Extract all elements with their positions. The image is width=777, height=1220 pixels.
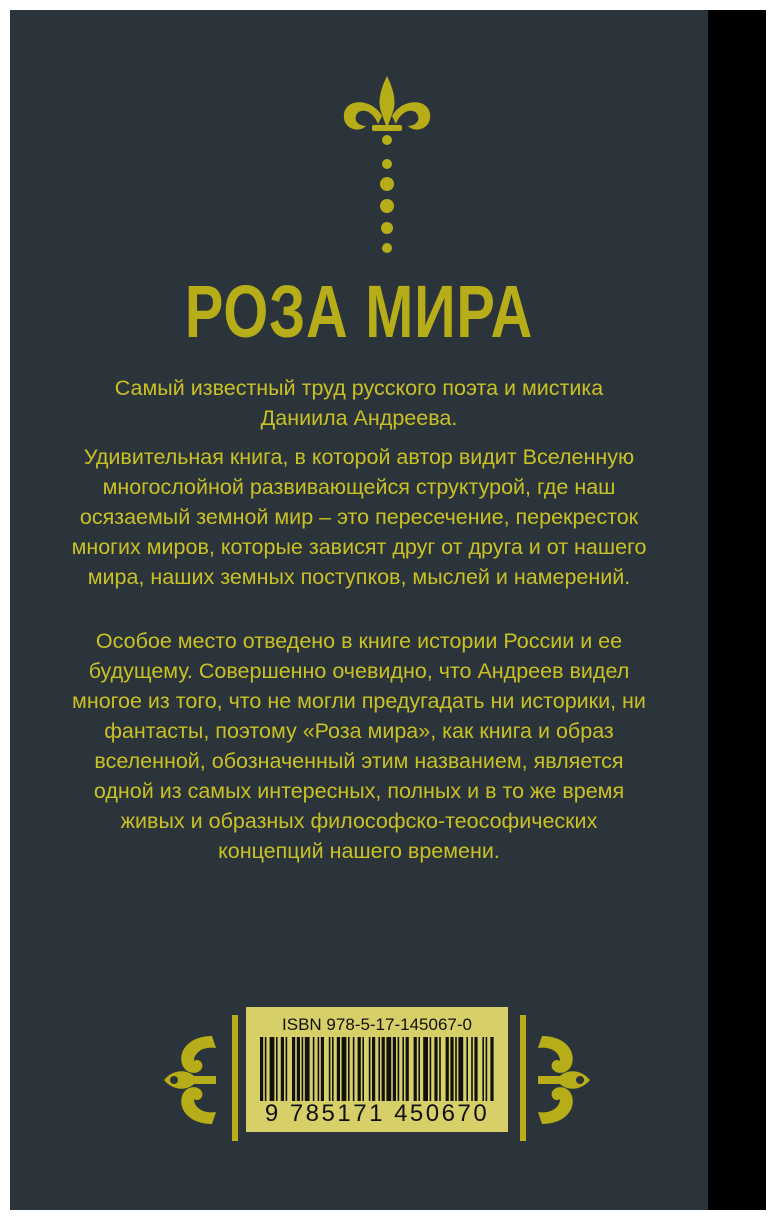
- description-paragraph: Особое место отведено в книге истории России и ее будущему. Совершенно очевидно, что Андреев видел многое из того, что не могли предугадать ни историки, ни фантасты, поэтому «Роза мира», как книга и образ вселенной, обозначенный этим названием, является одной из самых интересных, полных и в то же время живых и образных философско-теософических концепций нашего времени.: [72, 629, 646, 863]
- barcode-digits: 9 785171 450670: [264, 1100, 490, 1127]
- isbn-number: ISBN 978-5-17-145067-0: [282, 1015, 472, 1034]
- decorative-bar: [232, 1015, 238, 1141]
- scroll-ornament-icon: [530, 1030, 594, 1130]
- book-spine-edge: [708, 10, 766, 1210]
- description-paragraph: Удивительная книга, в которой автор видит Вселенную многослойной развивающейся структурой, где наш осязаемый земной мир – это пересечение, перекресток многих миров, которые зависят друг от друга и от нашего мира, наших земных поступков, мыслей и намерений.: [71, 445, 647, 589]
- scroll-ornament-icon: [160, 1030, 224, 1130]
- fleur-de-lis-ornament-icon: [332, 76, 442, 261]
- book-title: РОЗА МИРА: [184, 270, 534, 353]
- book-back-cover: [10, 10, 708, 1210]
- barcode-icon: [260, 1037, 494, 1103]
- description-paragraph: Самый известный труд русского поэта и мистика Даниила Андреева.: [114, 376, 604, 430]
- decorative-bar: [520, 1015, 526, 1141]
- barcode-panel: [246, 1007, 508, 1132]
